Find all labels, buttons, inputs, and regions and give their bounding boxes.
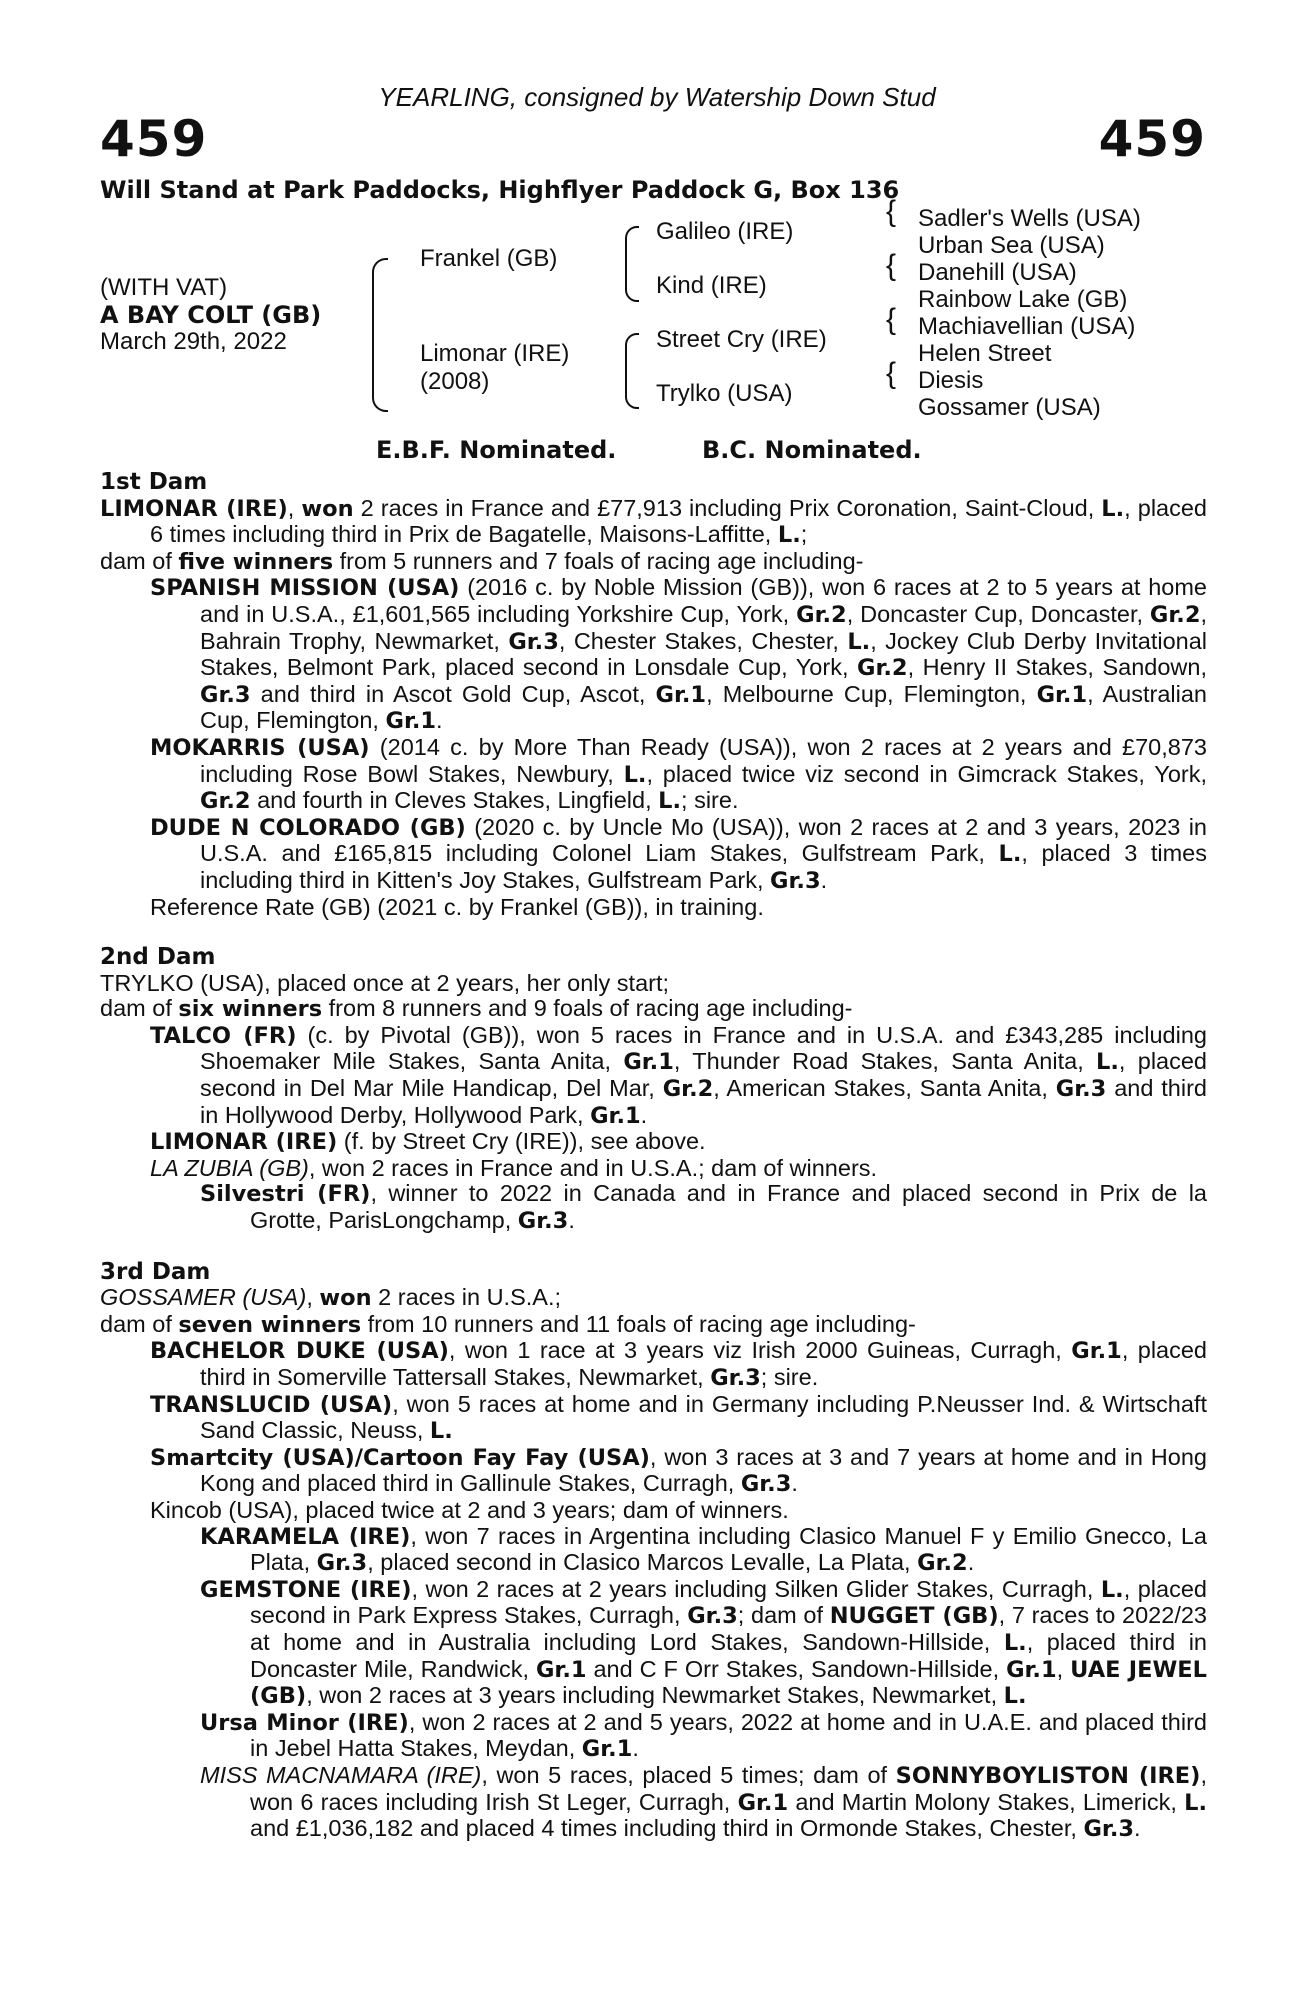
offspring-kincob: Kincob (USA), placed twice at 2 and 3 years; dam of winners. [150,1496,789,1523]
dam1-won: won [301,495,354,522]
sire-dam: Kind (IRE) [656,272,767,299]
sire-dam-dam: Rainbow Lake (GB) [918,286,1128,313]
pedigree-bracket-sire-upper [625,226,639,266]
offspring-limonar: LIMONAR (IRE) (f. by Street Cry (IRE)), see above. [150,1128,706,1156]
dam-year: (2008) [420,368,490,395]
pedigree-bracket-main-upper [372,258,388,338]
sire-name: Frankel (GB) [420,245,558,272]
grandchild-miss-macnamara: MISS MACNAMARA (IRE), won 5 races, placed 5 times; dam of SONNYBOYLISTON (IRE), won 6 races including Irish St Leger, Curragh, Gr.1 and Martin Molony Stakes, Limerick, L. and £1,036,182 and placed 4 times including third in Ormonde Stakes, Chester, Gr.3. [200,1761,1207,1843]
bc-nomination: B.C. Nominated. [702,436,922,464]
dam-sire-sire: Machiavellian (USA) [918,313,1136,340]
stand-location: Will Stand at Park Paddocks, Highflyer Paddock G, Box 136 [100,176,900,204]
dam3-produce-summary: dam of seven winners from 10 runners and 11 foals of racing age including- [100,1310,916,1338]
offspring-talco: TALCO (FR) (c. by Pivotal (GB)), won 5 races in France and in U.S.A. and £343,285 including Shoemaker Mile Stakes, Santa Anita, Gr.1, Thunder Road Stakes, Santa Anita, L., placed second in Del Mar Mile Handicap, Del Mar, Gr.2, American Stakes, Santa Anita, Gr.3 and third in Hollywood Derby, Hollywood Park, Gr.1. [150,1021,1207,1129]
pedigree-brace-2: { [886,249,897,282]
sire-sire-dam: Urban Sea (USA) [918,232,1105,259]
lot-number-left: 459 [100,110,208,168]
offspring-silvestri: Silvestri (FR), winner to 2022 in Canada and in France and placed second in Prix de la Grotte, ParisLongchamp, Gr.3. [200,1180,1208,1235]
pedigree-brace-1: { [886,195,897,228]
dam-dam: Trylko (USA) [656,380,793,407]
catalogue-body [100,470,1207,1843]
dam-sire-dam: Helen Street [918,340,1052,367]
sire-sire: Galileo (IRE) [656,218,794,245]
sire-sire-sire: Sadler's Wells (USA) [918,205,1141,232]
dam3-record: GOSSAMER (USA), won 2 races in U.S.A.; [100,1284,562,1312]
dam2-produce-summary: dam of six winners from 8 runners and 9 foals of racing age including- [100,995,853,1023]
pedigree-brace-4: { [886,357,897,390]
offspring-spanish-mission: SPANISH MISSION (USA) (2016 c. by Noble Mission (GB)), won 6 races at 2 to 5 years at home and in U.S.A., £1,601,565 including Yorkshire Cup, York, Gr.2, Doncaster Cup, Doncaster, Gr.2, Bahrain Trophy, Newmarket, Gr.3, Chester Stakes, Chester, L., Jockey Club Derby Invitational Stakes, Belmont Park, placed second in Lonsdale Cup, York, Gr.2, Henry II Stakes, Sandown, Gr.3 and third in Ascot Gold Cup, Ascot, Gr.1, Melbourne Cup, Flemington, Gr.1, Australian Cup, Flemington, Gr.1. [150,574,1208,735]
sire-dam-sire: Danehill (USA) [918,259,1077,286]
grandchild-gemstone: GEMSTONE (IRE), won 2 races at 2 years including Silken Glider Stakes, Curragh, L., placed second in Park Express Stakes, Curragh, Gr.3; dam of NUGGET (GB), 7 races to 2022/23 at home and in Australia including Lord Stakes, Sandown-Hillside, L., placed third in Doncaster Mile, Randwick, Gr.1 and C F Orr Stakes, Sandown-Hillside, Gr.1, UAE JEWEL (GB), won 2 races at 3 years including Newmarket Stakes, Newmarket, L. [200,1575,1208,1710]
dam-dam-dam: Gossamer (USA) [918,394,1101,421]
dam1-record: LIMONAR (IRE), won 2 races in France and £77,913 including Prix Coronation, Saint-Cloud, L., placed 6 times including third in Prix de Bagatelle, Maisons-Laffitte, L.; [100,494,1207,549]
horse-name: A BAY COLT (GB) [100,301,322,329]
section-title-1st-dam: 1st Dam [100,469,208,495]
section-title-2nd-dam: 2nd Dam [100,944,216,971]
offspring-bachelor-duke: BACHELOR DUKE (USA), won 1 race at 3 years viz Irish 2000 Guineas, Curragh, Gr.1, placed third in Somerville Tattersall Stakes, Newmarket, Gr.3; sire. [150,1337,1207,1391]
pedigree-bracket-main-lower [372,336,388,412]
offspring-dude-n-colorado: DUDE N COLORADO (GB) (2020 c. by Uncle Mo (USA)), won 2 races at 2 and 3 years, 2023 in U.S.A. and £165,815 including Colonel Liam Stakes, Gulfstream Park, L., placed 3 times including third in Kitten's Joy Stakes, Gulfstream Park, Gr.3. [150,813,1207,894]
grandchild-karamela: KARAMELA (IRE), won 7 races in Argentina including Clasico Manuel F y Emilio Gnecco, La Plata, Gr.3, placed second in Clasico Marcos Levalle, La Plata, Gr.2. [200,1522,1207,1577]
lot-number-right: 459 [1098,110,1206,168]
grandchild-ursa-minor: Ursa Minor (IRE), won 2 races at 2 and 5 years, 2022 at home and in U.A.E. and placed third in Jebel Hatta Stakes, Meydan, Gr.1. [200,1708,1207,1763]
dam1-produce-summary: dam of five winners from 5 runners and 7 foals of racing age including- [100,547,864,575]
offspring-reference-rate: Reference Rate (GB) (2021 c. by Frankel (GB)), in training. [150,893,764,920]
offspring-la-zubia: LA ZUBIA (GB), won 2 races in France and in U.S.A.; dam of winners. [150,1154,878,1181]
vat-note: (WITH VAT) [100,274,228,301]
horse-dob: March 29th, 2022 [100,328,287,355]
pedigree-brace-3: { [886,303,897,336]
pedigree-bracket-dam-lower [625,371,639,409]
offspring-smartcity: Smartcity (USA)/Cartoon Fay Fay (USA), won 3 races at 3 and 7 years at home and in Hong Kong and placed third in Gallinule Stakes, Curragh, Gr.3. [150,1443,1207,1498]
dam1-name: LIMONAR (IRE) [100,495,288,522]
dam-sire: Street Cry (IRE) [656,326,827,353]
ebf-nomination: E.B.F. Nominated. [376,436,617,464]
pedigree-bracket-sire-lower [625,264,639,302]
dam2-record: TRYLKO (USA), placed once at 2 years, her only start; [100,969,670,996]
pedigree-bracket-dam-upper [625,333,639,373]
dam-name: Limonar (IRE) [420,340,570,367]
section-title-3rd-dam: 3rd Dam [100,1258,211,1285]
offspring-mokarris: MOKARRIS (USA) (2014 c. by More Than Ready (USA)), won 2 races at 2 years and £70,873 including Rose Bowl Stakes, Newbury, L., placed twice viz second in Gimcrack Stakes, York, Gr.2 and fourth in Cleves Stakes, Lingfield, L.; sire. [150,733,1207,815]
offspring-translucid: TRANSLUCID (USA), won 5 races at home and in Germany including P.Neusser Ind. & Wirtschaft Sand Classic, Neuss, L. [150,1390,1207,1445]
consignment-header: YEARLING, consigned by Watership Down Stud [378,82,936,112]
dam-dam-sire: Diesis [918,367,984,394]
